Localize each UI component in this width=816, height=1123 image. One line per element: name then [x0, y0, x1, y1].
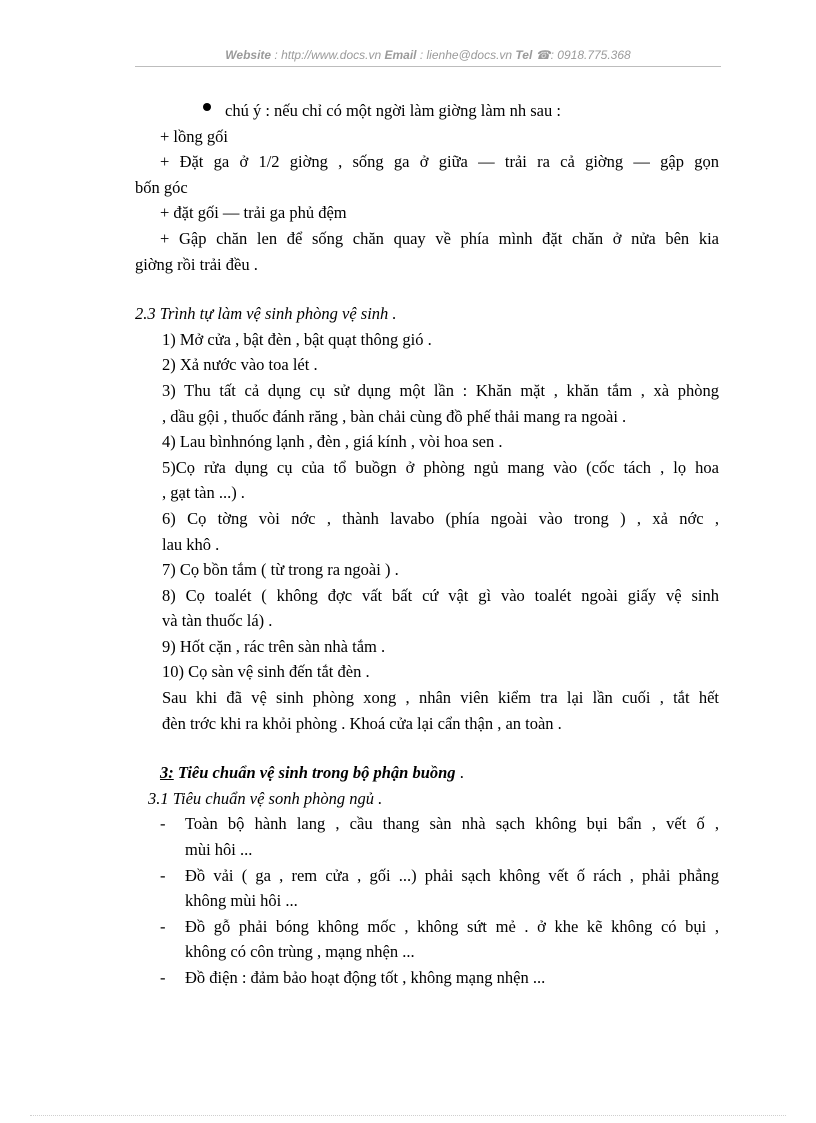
spacer — [135, 277, 719, 301]
step-line: và tàn thuốc lá) . — [162, 611, 273, 631]
list-item: - Đồ điện : đảm bảo hoạt động tốt , không mạng nhện ... — [135, 965, 719, 991]
email-label: Email — [384, 48, 417, 62]
plus-line: + Gập chăn len để sống chăn quay về phía mình đặt chăn ở nửa bên kia — [160, 228, 719, 248]
dash-bullet: - — [160, 968, 166, 987]
step-line: 3) Thu tất cả dụng cụ sử dụng một lần : Khăn mặt , khăn tắm , xà phòng — [162, 380, 719, 400]
step-line: 4) Lau bìnhnóng lạnh , đèn , giá kính , vòi hoa sen . — [162, 432, 503, 452]
list-item: - Đồ vải ( ga , rem cửa , gối ...) phải sạch không vết ố rách , phải phẳng — [135, 863, 719, 889]
plus-line: + lồng gối — [160, 126, 228, 146]
step-line: lau khô . — [162, 534, 220, 554]
step-line: 10) Cọ sàn vệ sinh đến tắt đèn . — [162, 662, 370, 682]
plus-line: bốn góc — [135, 177, 188, 197]
phone-icon: ☎ — [535, 48, 551, 62]
step-line: 7) Cọ bồn tắm ( từ trong ra ngoài ) . — [162, 560, 399, 580]
list-item-continuation: mùi hôi ... — [185, 840, 253, 860]
website-value: : http://www.docs.vn — [274, 48, 382, 62]
section-3-number: 3: — [160, 763, 174, 783]
bullet-note: chú ý : nếu chỉ có một ngời làm giờng làm nh sau : — [135, 98, 719, 124]
list-item: - Toàn bộ hành lang , cầu thang sàn nhà sạch không bụi bẩn , vết ố , — [135, 811, 719, 837]
step-line: đèn trớc khi ra khỏi phòng . Khoá cửa lại cẩn thận , an toàn . — [162, 713, 562, 733]
header-divider — [135, 66, 721, 67]
step-line: , dầu gội , thuốc đánh răng , bàn chải cùng đồ phế thải mang ra ngoài . — [162, 406, 627, 426]
section-3-title: Tiêu chuẩn vệ sinh trong bộ phận buồng — [173, 763, 456, 783]
section-3-1-heading: 3.1 Tiêu chuẩn vệ sonh phòng ngủ . — [148, 788, 383, 808]
email-value: : lienhe@docs.vn — [419, 48, 513, 62]
tel-value: : 0918.775.368 — [550, 48, 631, 62]
section-3-tail: . — [455, 763, 464, 783]
document-body — [135, 98, 719, 991]
step-line: 6) Cọ tờng vòi nớc , thành lavabo (phía ngoài vào trong ) , xả nớc , — [162, 508, 719, 528]
section-2-3-heading: 2.3 Trình tự làm vệ sinh phòng vệ sinh . — [135, 304, 397, 324]
step-line: Sau khi đã vệ sinh phòng xong , nhân viên kiểm tra lại lần cuối , tắt hết — [162, 688, 719, 708]
plus-line: + đặt gối — trải ga phủ đệm — [160, 203, 347, 223]
footer-dotted-rule — [30, 1115, 786, 1116]
plus-line: giờng rồi trải đều . — [135, 254, 258, 274]
website-label: Website — [225, 48, 272, 62]
spacer — [135, 736, 719, 760]
list-item-continuation: không có côn trùng , mạng nhện ... — [185, 942, 415, 962]
tel-label: Tel — [515, 48, 533, 62]
section-3-heading — [135, 760, 719, 786]
dash-bullet: - — [160, 814, 166, 834]
plus-line: + Đặt ga ở 1/2 giờng , sống ga ở giữa — trải ra cả giờng — gập gọn — [160, 152, 719, 172]
bullet-icon — [203, 103, 211, 111]
step-line: , gạt tàn ...) . — [162, 483, 245, 503]
step-line: 5)Cọ rửa dụng cụ của tổ buồgn ở phòng ngủ mang vào (cốc tách , lọ hoa — [162, 457, 719, 477]
step-line: 8) Cọ toalét ( không đợc vất bất cứ vật gì vào toalét ngoài giấy vệ sinh — [162, 585, 719, 605]
step-line: 1) Mở cửa , bật đèn , bật quạt thông gió . — [162, 329, 432, 349]
list-item-continuation: không mùi hôi ... — [185, 891, 298, 911]
step-line: 2) Xả nước vào toa lét . — [162, 355, 318, 375]
page-header — [135, 48, 721, 62]
list-item: - Đồ gỗ phải bóng không mốc , không sứt mẻ . ở khe kẽ không có bụi , — [135, 914, 719, 940]
dash-bullet: - — [160, 865, 166, 885]
dash-bullet: - — [160, 916, 166, 936]
step-line: 9) Hốt cặn , rác trên sàn nhà tắm . — [162, 636, 386, 656]
